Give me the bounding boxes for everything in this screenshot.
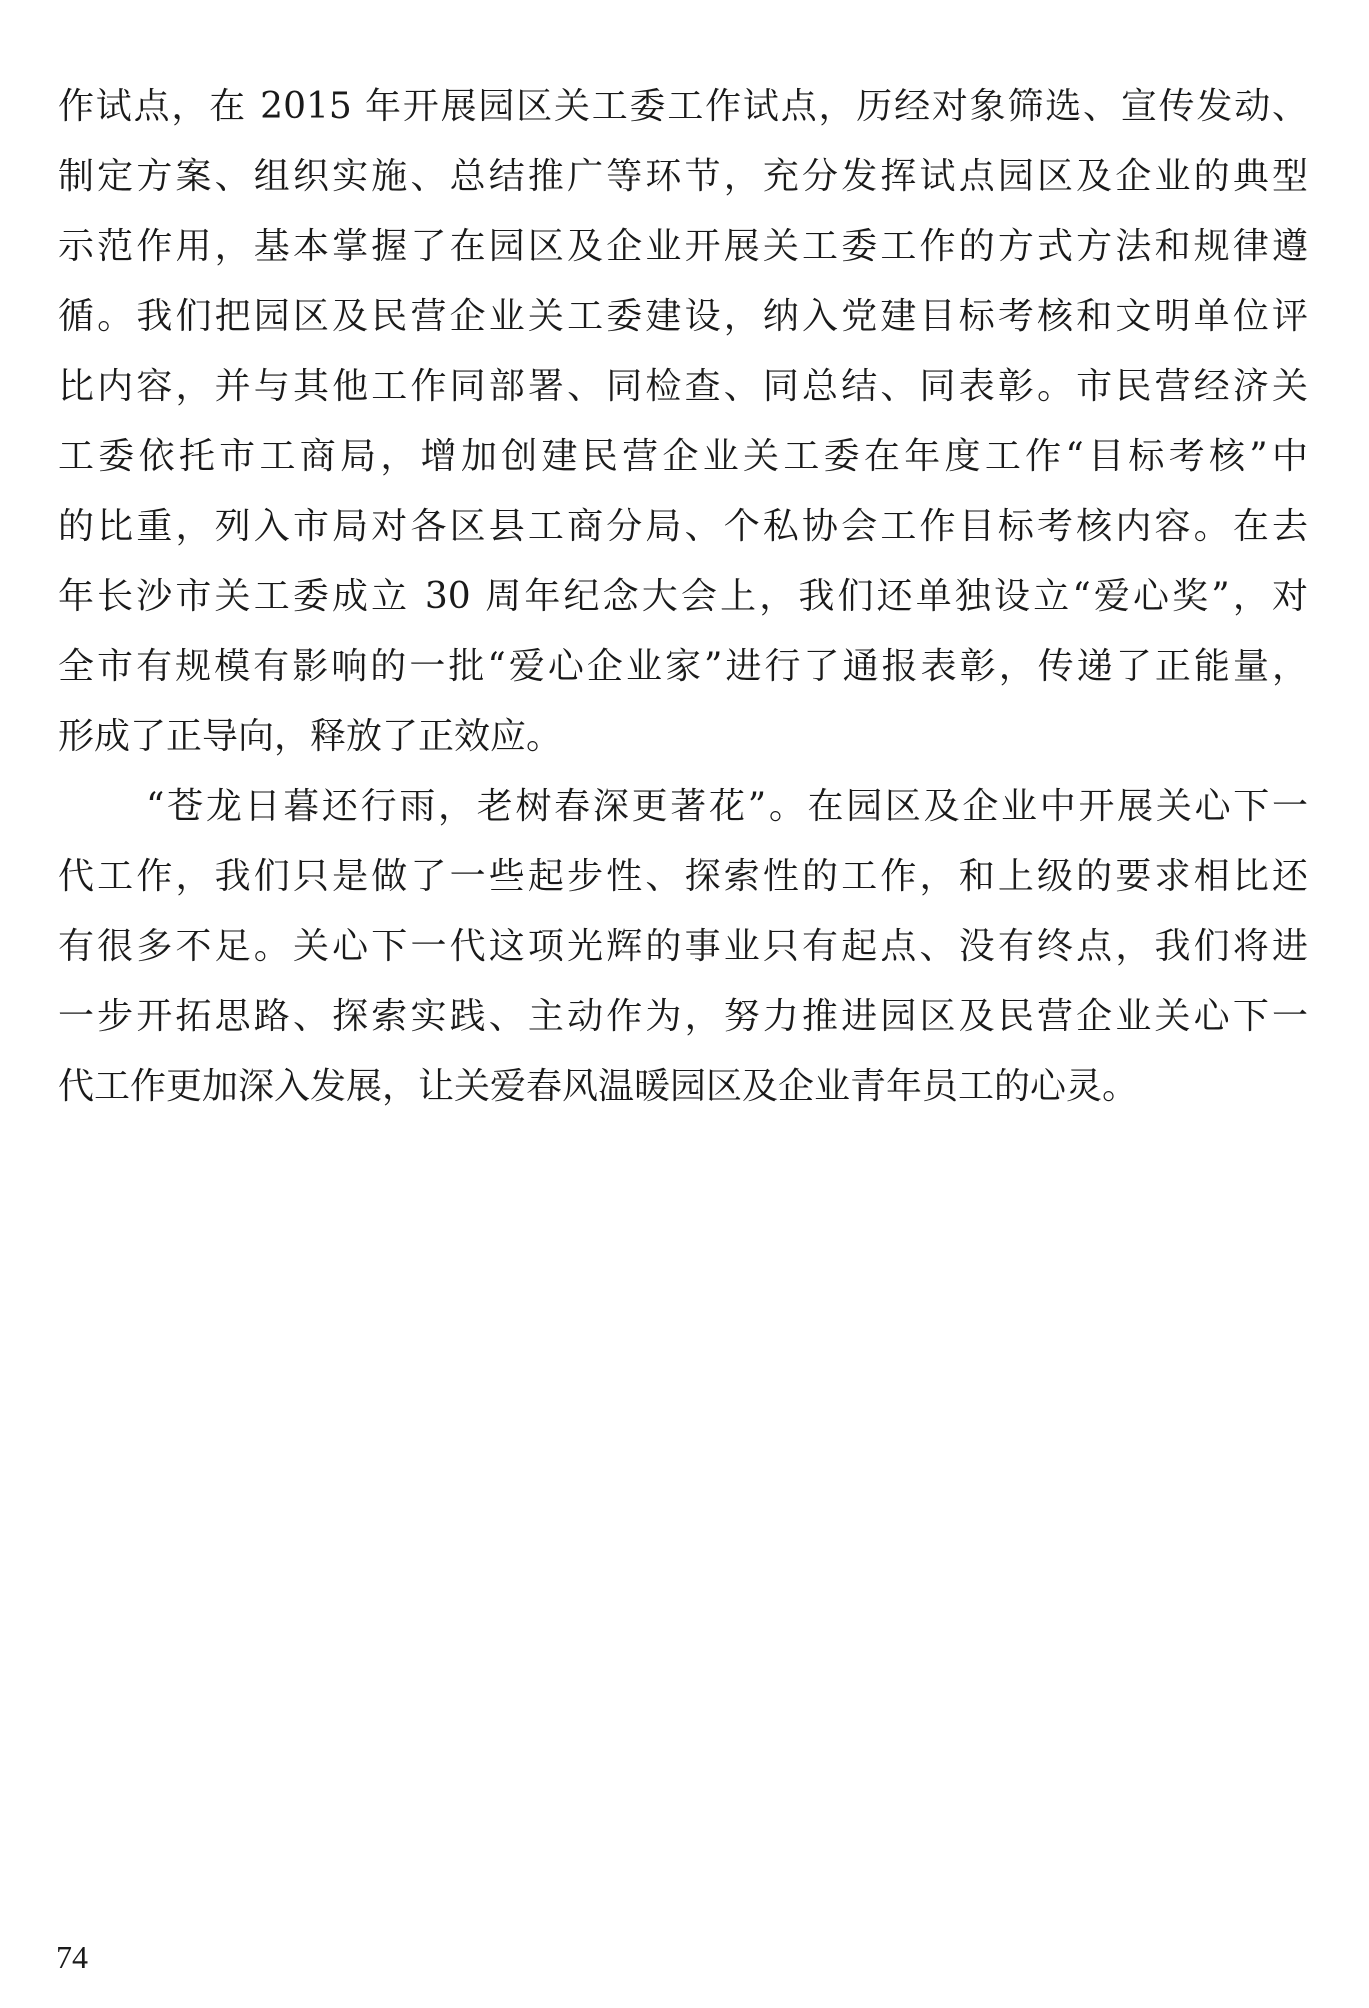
text-line: 的比重，列入市局对各区县工商分局、个私协会工作目标考核内容。在去 xyxy=(58,506,1308,547)
text-line: 形成了正导向，释放了正效应。 xyxy=(58,716,563,757)
text-line: 作试点，在 2015 年开展园区关工委工作试点，历经对象筛选、宣传发动、 xyxy=(58,86,1308,127)
text-line: 全市有规模有影响的一批“爱心企业家”进行了通报表彰，传递了正能量， xyxy=(58,646,1308,687)
text-line: 工委依托市工商局，增加创建民营企业关工委在年度工作“目标考核”中 xyxy=(58,436,1308,477)
paragraph-2 xyxy=(58,772,1308,1122)
text-line: 代工作，我们只是做了一些起步性、探索性的工作，和上级的要求相比还 xyxy=(58,856,1308,897)
text-line: “苍龙日暮还行雨，老树春深更著花”。在园区及企业中开展关心下一 xyxy=(146,786,1308,827)
text-line: 制定方案、组织实施、总结推广等环节，充分发挥试点园区及企业的典型 xyxy=(58,156,1308,197)
text-line: 一步开拓思路、探索实践、主动作为，努力推进园区及民营企业关心下一 xyxy=(58,996,1308,1037)
page-number: 74 xyxy=(56,1939,88,1975)
text-line: 比内容，并与其他工作同部署、同检查、同总结、同表彰。市民营经济关 xyxy=(58,366,1308,407)
text-line: 年长沙市关工委成立 30 周年纪念大会上，我们还单独设立“爱心奖”，对 xyxy=(58,576,1308,617)
text-line: 有很多不足。关心下一代这项光辉的事业只有起点、没有终点，我们将进 xyxy=(58,926,1308,967)
text-line: 示范作用，基本掌握了在园区及企业开展关工委工作的方式方法和规律遵 xyxy=(58,226,1308,267)
text-line: 代工作更加深入发展，让关爱春风温暖园区及企业青年员工的心灵。 xyxy=(58,1066,1139,1107)
text-line: 循。我们把园区及民营企业关工委建设，纳入党建目标考核和文明单位评 xyxy=(58,296,1308,337)
body-text xyxy=(58,72,1308,1122)
paragraph-1 xyxy=(58,72,1308,772)
